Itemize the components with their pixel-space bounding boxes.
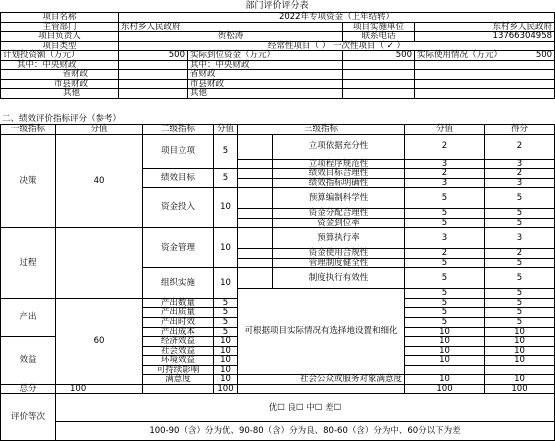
- l2-guanli-score: 10: [214, 228, 238, 268]
- l3-score: 10: [405, 356, 485, 366]
- spacer: [238, 134, 273, 159]
- l3-score: 3: [405, 178, 485, 188]
- group-process-score: [56, 228, 143, 299]
- project-info-table: [0, 12, 555, 99]
- header-l2: 二级指标: [143, 125, 214, 135]
- province-label-left: 省财政: [1, 70, 119, 80]
- spacer: [238, 159, 273, 169]
- l3-score: 5: [405, 298, 485, 308]
- spacer: [238, 258, 273, 268]
- province-label-right: 省财政: [188, 70, 343, 80]
- group-effect: 效益: [1, 337, 56, 385]
- central-label-left: 其中：中央财政: [1, 60, 119, 70]
- l2-zhiliang-score: 5: [214, 308, 238, 318]
- l3-got: 5: [485, 188, 555, 209]
- l3-row: 预算执行率: [273, 228, 405, 249]
- l3-score: 5: [405, 268, 485, 289]
- l3-score: 3: [405, 228, 485, 249]
- l2-zuzhi-score: 10: [214, 268, 238, 299]
- spacer: [238, 209, 273, 219]
- total-label: 总分: [1, 384, 56, 394]
- l3-got: 10: [485, 375, 555, 385]
- l2-shehui-score: 10: [214, 346, 238, 356]
- l3-got: 2: [485, 169, 555, 179]
- group-output: 产出: [1, 298, 56, 336]
- l3-merged-note: 可根据项目实际情况有选择地设置和细化: [238, 289, 405, 375]
- central-usage: [415, 60, 555, 70]
- l3-got: 5: [485, 318, 555, 328]
- usage-label: 实际使用情况（万元）: [417, 50, 503, 60]
- l2-shehui: 社会效益: [143, 346, 214, 356]
- l2-shuliang: 产出数量: [143, 298, 214, 308]
- other-value-left: [119, 89, 188, 99]
- province-usage: [415, 70, 555, 80]
- city-label-right: 市县财政: [188, 79, 343, 89]
- total-score2: 100: [214, 384, 238, 394]
- province-value-left: [119, 70, 188, 80]
- impl-label: 项目实施单位: [343, 22, 415, 32]
- l2-shixiao-score: 5: [214, 318, 238, 328]
- l3-score: 3: [405, 159, 485, 169]
- l3-score: 5: [405, 188, 485, 209]
- spacer: [238, 169, 273, 179]
- l2-lixiang-score: 5: [214, 134, 238, 169]
- l3-score: 10: [405, 375, 485, 385]
- l3-score: 2: [405, 249, 485, 259]
- l3-row: 绩效指标明确性: [273, 178, 405, 188]
- l2-shixiao: 产出时效: [143, 318, 214, 328]
- l3-row: 预算编制科学性: [273, 188, 405, 209]
- header-score: 分值: [56, 125, 143, 135]
- group-output-score: 60: [56, 298, 143, 384]
- header-l3: 三级指标: [238, 125, 405, 135]
- leader-label: 项目负责人: [1, 32, 119, 42]
- l3-got: 2: [485, 249, 555, 259]
- spacer: [238, 268, 273, 289]
- city-value-right: [343, 79, 415, 89]
- l2-kechixu: 可持续影响: [143, 365, 214, 375]
- spacer: [238, 178, 273, 188]
- actual-value: 500: [343, 51, 415, 61]
- l2-manyi-score: 10: [214, 375, 238, 385]
- l3-row: 资金分配合理性: [273, 209, 405, 219]
- spacer: [238, 228, 273, 249]
- plan-label: 计划投资额（万元）: [1, 51, 119, 61]
- l3-got: 3: [485, 178, 555, 188]
- actual-label: 实际到位资金（万元）: [188, 51, 343, 61]
- l3-row: 资金使用合规性: [273, 249, 405, 259]
- l2-touru: 资金投入: [143, 188, 214, 228]
- sheet-title: 部门评价评分表: [245, 1, 309, 11]
- l3-score: 2: [405, 134, 485, 159]
- dept-label: 主管部门: [1, 22, 119, 32]
- total-got: 100: [485, 384, 555, 394]
- usage-value: 500: [535, 50, 553, 60]
- header-l1: 一级指标: [1, 125, 56, 135]
- l2-zhiliang: 产出质量: [143, 308, 214, 318]
- l2-guanli: 资金管理: [143, 228, 214, 268]
- l2-jingji-score: 10: [214, 337, 238, 347]
- total-score3: 100: [405, 384, 485, 394]
- header-score2: 分值: [214, 125, 238, 135]
- l3-row: 绩效目标合理性: [273, 169, 405, 179]
- type-options: 经常性项目（ ） 一次性项目（ ✓ ）: [119, 41, 555, 51]
- l2-touru-score: 10: [214, 188, 238, 228]
- l3-row: 立项程序规范性: [273, 159, 405, 169]
- other-usage: [415, 89, 555, 99]
- l3-got: 10: [485, 337, 555, 347]
- leader-value: 贺松涛: [119, 32, 343, 42]
- l3-score: 5: [405, 308, 485, 318]
- l2-huanjing-score: 10: [214, 356, 238, 366]
- other-label-right: 其他: [188, 89, 343, 99]
- l3-got: 5: [485, 289, 555, 299]
- phone-label: 联系电话: [343, 32, 415, 42]
- group-process: 过程: [1, 228, 56, 299]
- l2-mubiao: 绩效目标: [143, 169, 214, 188]
- l3-got: 10: [485, 346, 555, 356]
- l3-score: 5: [405, 318, 485, 328]
- type-label: 项目类型: [1, 41, 119, 51]
- impl-value: 东村乡人民政府: [415, 22, 555, 32]
- l3-got: 5: [485, 258, 555, 268]
- l3-got: 10: [485, 327, 555, 337]
- section-2-title: 二、绩效评价指标评分（参考）: [2, 114, 122, 124]
- spacer: [238, 188, 273, 209]
- usage-cell: [415, 51, 555, 61]
- city-value-left: [119, 79, 188, 89]
- total-score: 100: [56, 384, 143, 394]
- plan-value: 500: [119, 51, 188, 61]
- l2-huanjing: 环境效益: [143, 356, 214, 366]
- l3-score: 5: [405, 218, 485, 228]
- group-decision-score: 40: [56, 134, 143, 228]
- l3-score: 10: [405, 327, 485, 337]
- indicator-table: [0, 124, 555, 441]
- l2-shuliang-score: 5: [214, 298, 238, 308]
- l3-score: 10: [405, 337, 485, 347]
- l3-got: 3: [485, 228, 555, 249]
- l3-row: 社会公众或服务对象满意度: [238, 375, 405, 385]
- l3-score: 5: [405, 289, 485, 299]
- rating-label: 评价等次: [1, 394, 56, 441]
- l3-got: 5: [485, 298, 555, 308]
- l2-chengben-score: 5: [214, 327, 238, 337]
- l3-row: 制度执行有效性: [273, 268, 405, 289]
- spacer: [238, 218, 273, 228]
- other-value-right: [343, 89, 415, 99]
- l2-zuzhi: 组织实施: [143, 268, 214, 299]
- l3-got: 5: [485, 308, 555, 318]
- header-score3: 分值: [405, 125, 485, 135]
- l3-score: 5: [405, 209, 485, 219]
- l3-score: 5: [405, 258, 485, 268]
- l3-got: 3: [485, 159, 555, 169]
- spacer: [238, 249, 273, 259]
- city-label-left: 市县财政: [1, 79, 119, 89]
- l3-got: 10: [485, 356, 555, 366]
- l3-got: 5: [485, 268, 555, 289]
- total-l3-empty: [238, 384, 405, 394]
- central-value-left: [119, 60, 188, 70]
- l2-manyi: 满意度: [143, 375, 214, 385]
- l3-got: 2: [485, 134, 555, 159]
- province-value-right: [343, 70, 415, 80]
- l3-row: 管理制度健全性: [273, 258, 405, 268]
- project-name-value: 2022年专项资金（上年结转）: [119, 13, 555, 23]
- group-decision: 决策: [1, 134, 56, 228]
- project-name-label: 项目名称: [1, 13, 119, 23]
- central-label-right: 其中：中央财政: [188, 60, 343, 70]
- l2-jingji: 经济效益: [143, 337, 214, 347]
- other-label-left: 其他: [1, 89, 119, 99]
- l3-score: 10: [405, 346, 485, 356]
- l3-score: 2: [405, 169, 485, 179]
- l3-row: 立项依据充分性: [273, 134, 405, 159]
- l2-chengben: 产出成本: [143, 327, 214, 337]
- city-usage: [415, 79, 555, 89]
- rating-options: 优☐ 良☐ 中☐ 差☐: [56, 394, 555, 422]
- l3-got: 5: [485, 209, 555, 219]
- l2-lixiang: 项目立项: [143, 134, 214, 169]
- central-value-right: [343, 60, 415, 70]
- dept-value: 东村乡人民政府: [119, 22, 343, 32]
- phone-value: 13766304958: [415, 32, 555, 42]
- header-got: 得分: [485, 125, 555, 135]
- rating-scale: 100-90（含）分为优、90-80（含）分为良、80-60（含）分为中、60分以下为差: [56, 422, 555, 441]
- l2-mubiao-score: 5: [214, 169, 238, 188]
- l3-got: 5: [485, 218, 555, 228]
- l2-kechixu-score: 10: [214, 365, 238, 375]
- total-l2-empty: [143, 384, 214, 394]
- l3-row: 资金到位率: [273, 218, 405, 228]
